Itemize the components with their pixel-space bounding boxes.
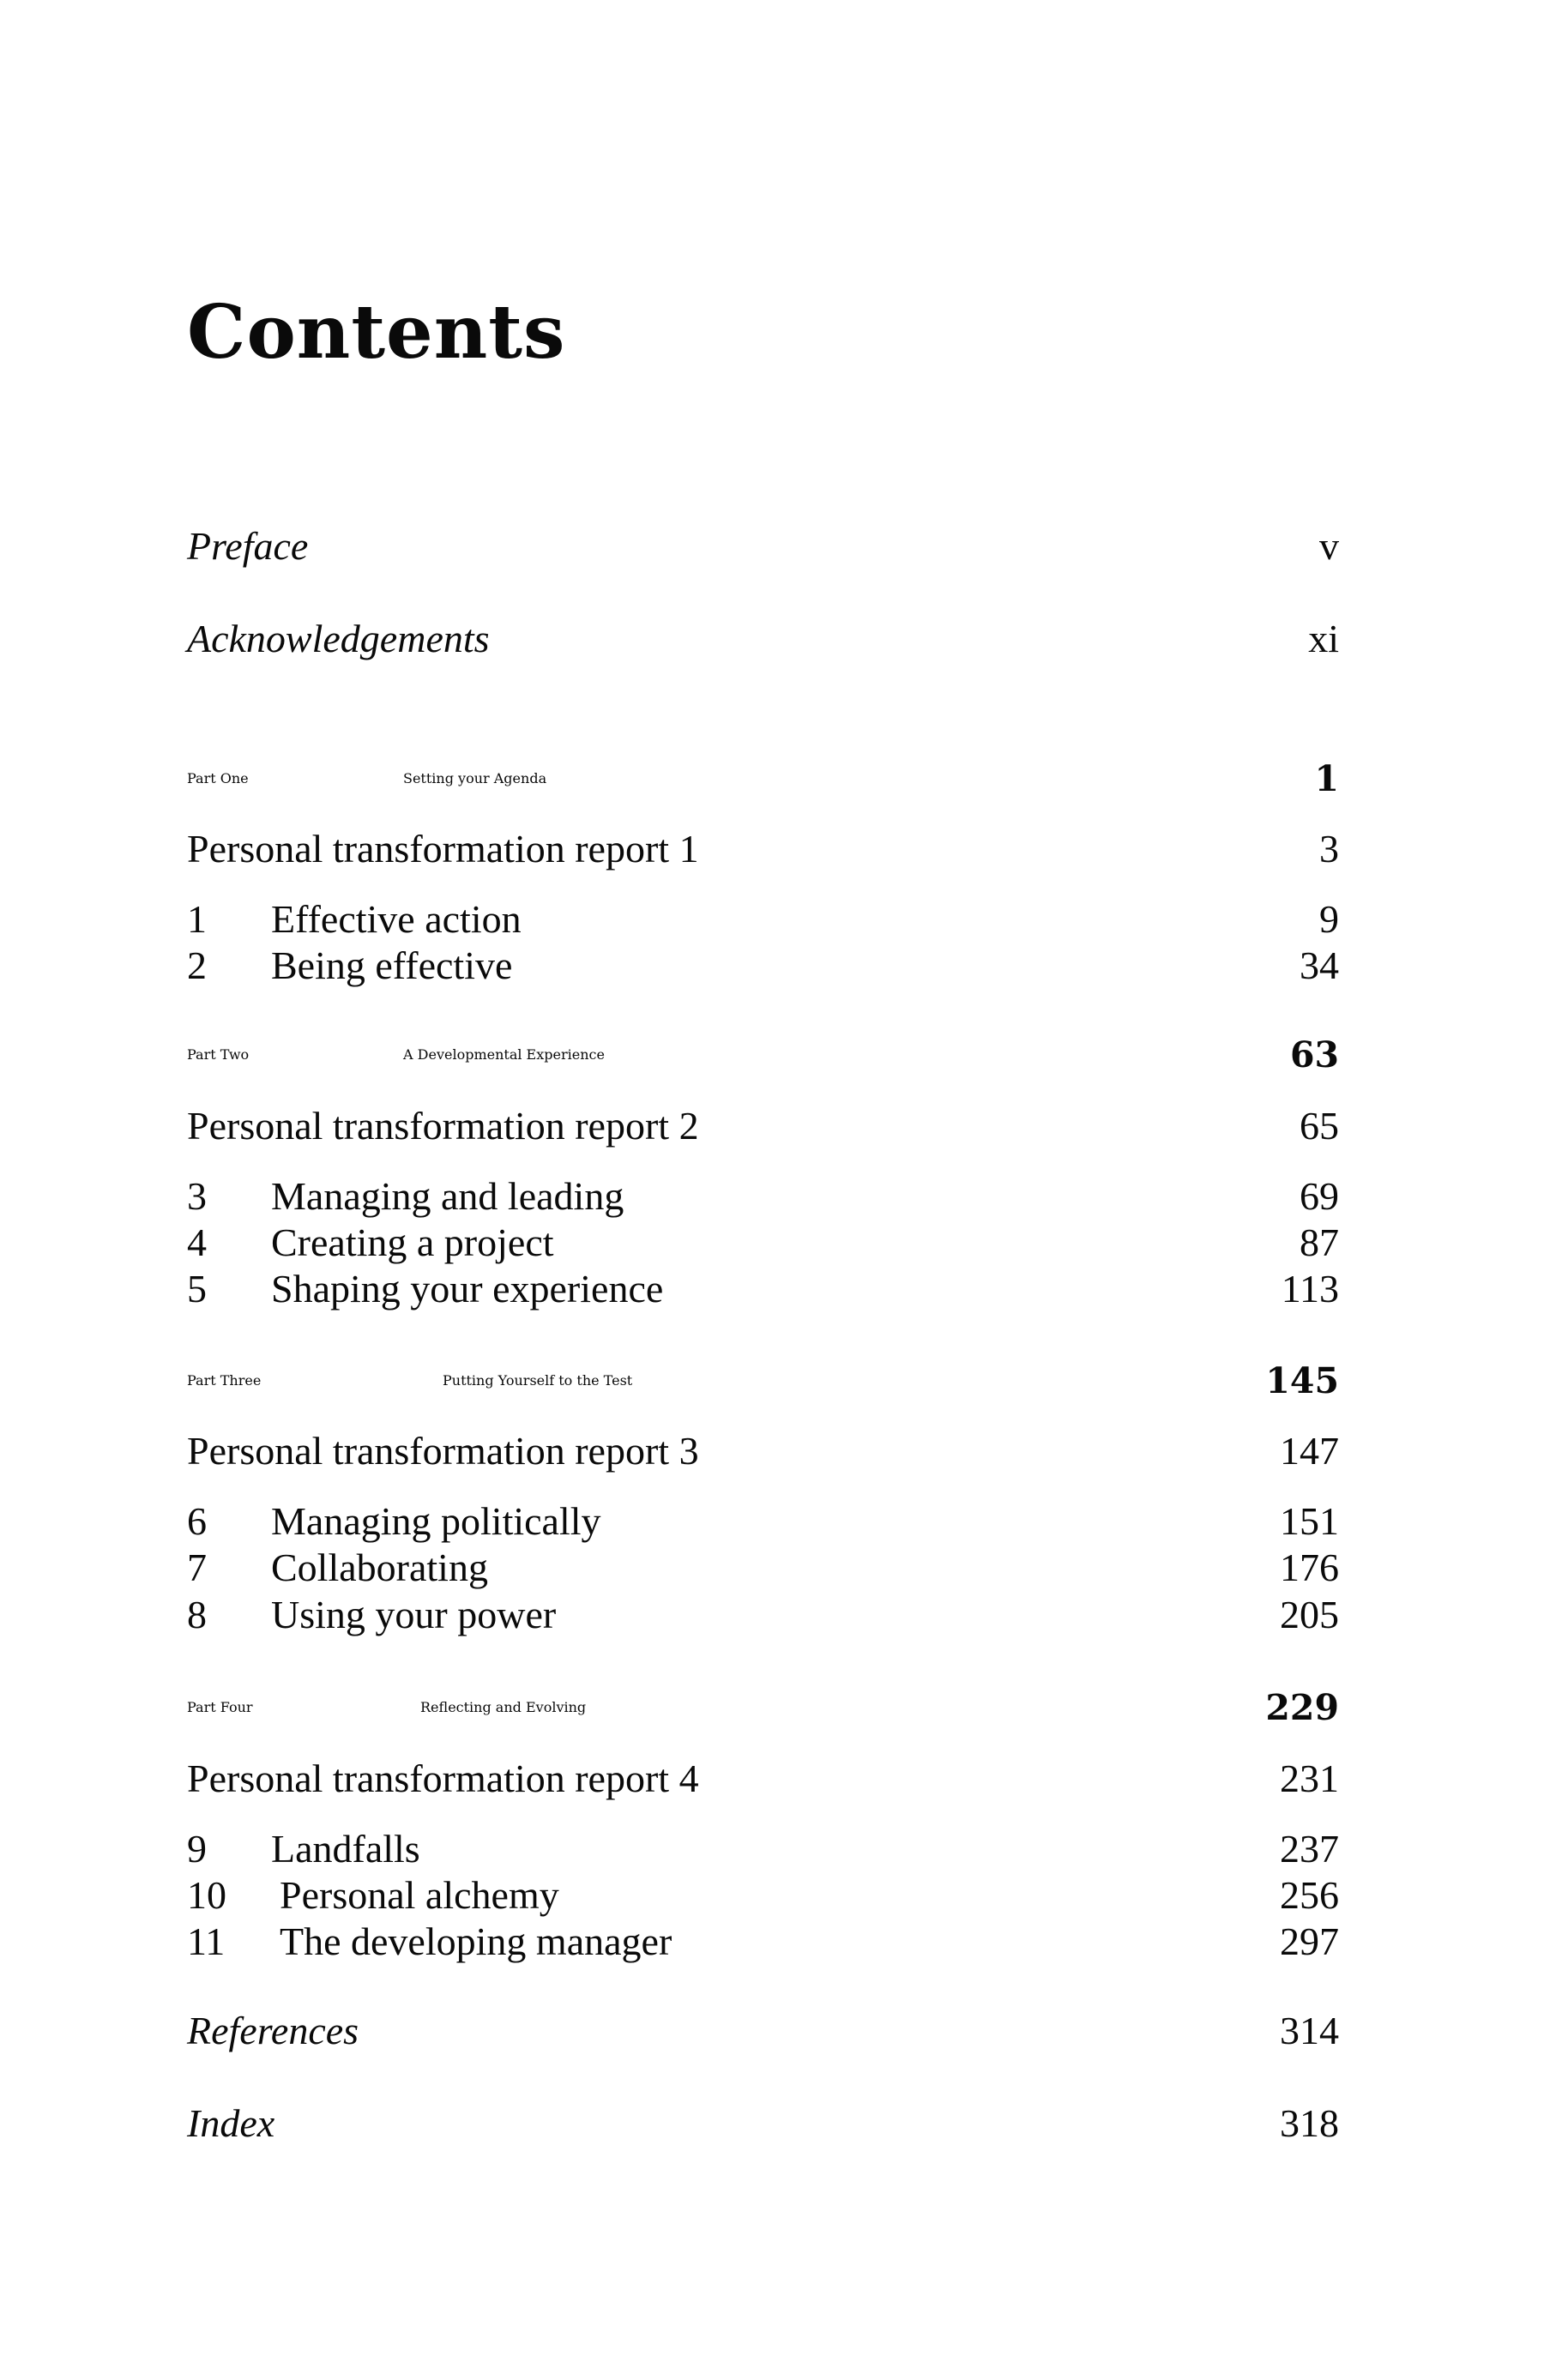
- entry-page-number: 9: [1319, 897, 1339, 941]
- part-title: Putting Yourself to the Test: [443, 1372, 633, 1389]
- toc-part-heading[interactable]: [187, 1029, 1339, 1081]
- toc-part-heading[interactable]: [187, 1682, 1339, 1733]
- toc-entry-report[interactable]: [187, 823, 1339, 875]
- entry-page-number: 231: [1280, 1756, 1339, 1800]
- toc-entry-acknowledgements[interactable]: [187, 613, 1339, 665]
- entry-page-number: 205: [1280, 1593, 1339, 1636]
- toc-entry-chapter[interactable]: [187, 1823, 1339, 1875]
- part-name: Part Four: [187, 1699, 253, 1715]
- part-name: Part One: [187, 770, 249, 786]
- entry-label: Personal transformation report 4: [187, 1756, 699, 1800]
- chapter-number: 3: [187, 1174, 207, 1218]
- chapter-title: Effective action: [271, 897, 522, 941]
- entry-page-number: 229: [1265, 1687, 1339, 1728]
- entry-page-number: 69: [1300, 1174, 1339, 1218]
- entry-page-number: 314: [1280, 2009, 1339, 2052]
- chapter-title: Managing and leading: [271, 1174, 624, 1218]
- toc-entry-report[interactable]: [187, 1753, 1339, 1805]
- entry-page-number: 34: [1300, 943, 1339, 987]
- toc-entry-chapter[interactable]: [187, 1171, 1339, 1222]
- entry-page-number: 147: [1280, 1429, 1339, 1473]
- chapter-number: 9: [187, 1827, 207, 1871]
- entry-page-number: 145: [1265, 1360, 1339, 1401]
- entry-page-number: v: [1319, 524, 1339, 568]
- chapter-title: Personal alchemy: [280, 1873, 559, 1917]
- part-title: Reflecting and Evolving: [420, 1699, 587, 1715]
- chapter-title: Managing politically: [271, 1499, 601, 1543]
- chapter-number: 1: [187, 897, 207, 941]
- entry-label: Personal transformation report 2: [187, 1104, 699, 1148]
- toc-entry-preface[interactable]: [187, 521, 1339, 572]
- chapter-title: Using your power: [271, 1593, 557, 1636]
- chapter-title: Shaping your experience: [271, 1267, 664, 1311]
- toc-entry-report[interactable]: [187, 1100, 1339, 1152]
- entry-page-number: 87: [1300, 1220, 1339, 1264]
- chapter-number: 2: [187, 943, 207, 987]
- chapter-title: Creating a project: [271, 1220, 554, 1264]
- entry-page-number: 1: [1314, 758, 1339, 799]
- page-title: Contents: [187, 289, 566, 376]
- part-title: Setting your Agenda: [403, 770, 547, 786]
- entry-page-number: 256: [1280, 1873, 1339, 1917]
- entry-label: Index: [187, 2101, 275, 2145]
- part-title: A Developmental Experience: [403, 1046, 605, 1063]
- toc-entry-chapter[interactable]: [187, 1542, 1339, 1594]
- part-name: Part Two: [187, 1046, 250, 1063]
- entry-label: Acknowledgements: [187, 617, 490, 660]
- toc-entry-chapter[interactable]: [187, 1589, 1339, 1641]
- entry-page-number: 176: [1280, 1545, 1339, 1589]
- toc-entry-references[interactable]: [187, 2005, 1339, 2057]
- chapter-number: 4: [187, 1220, 207, 1264]
- toc-entry-chapter[interactable]: [187, 1263, 1339, 1315]
- entry-page-number: 65: [1300, 1104, 1339, 1148]
- toc-entry-chapter[interactable]: [187, 1870, 1339, 1921]
- toc-entry-chapter[interactable]: [187, 1496, 1339, 1547]
- toc-entry-chapter[interactable]: [187, 1916, 1339, 1967]
- toc-part-heading[interactable]: [187, 753, 1339, 804]
- entry-label: Personal transformation report 1: [187, 827, 699, 871]
- entry-page-number: 237: [1280, 1827, 1339, 1871]
- toc-entry-chapter[interactable]: [187, 1217, 1339, 1268]
- chapter-title: Landfalls: [271, 1827, 420, 1871]
- chapter-title: The developing manager: [280, 1919, 672, 1963]
- chapter-number: 8: [187, 1593, 207, 1636]
- entry-page-number: 297: [1280, 1919, 1339, 1963]
- entry-page-number: 3: [1319, 827, 1339, 871]
- chapter-number: 5: [187, 1267, 207, 1311]
- toc-entry-index[interactable]: [187, 2098, 1339, 2149]
- entry-label: Preface: [187, 524, 309, 568]
- entry-label: References: [187, 2009, 359, 2052]
- toc-entry-report[interactable]: [187, 1425, 1339, 1477]
- chapter-title: Collaborating: [271, 1545, 488, 1589]
- entry-page-number: 63: [1289, 1034, 1339, 1076]
- toc-entry-chapter[interactable]: [187, 940, 1339, 991]
- entry-page-number: 151: [1280, 1499, 1339, 1543]
- entry-page-number: 113: [1281, 1267, 1339, 1311]
- part-name: Part Three: [187, 1372, 262, 1389]
- entry-page-number: xi: [1308, 617, 1339, 660]
- chapter-number: 7: [187, 1545, 207, 1589]
- chapter-number: 11: [187, 1919, 226, 1963]
- entry-page-number: 318: [1280, 2101, 1339, 2145]
- chapter-number: 6: [187, 1499, 207, 1543]
- entry-label: Personal transformation report 3: [187, 1429, 699, 1473]
- toc-entry-chapter[interactable]: [187, 894, 1339, 945]
- chapter-title: Being effective: [271, 943, 513, 987]
- chapter-number: 10: [187, 1873, 226, 1917]
- toc-part-heading[interactable]: [187, 1355, 1339, 1407]
